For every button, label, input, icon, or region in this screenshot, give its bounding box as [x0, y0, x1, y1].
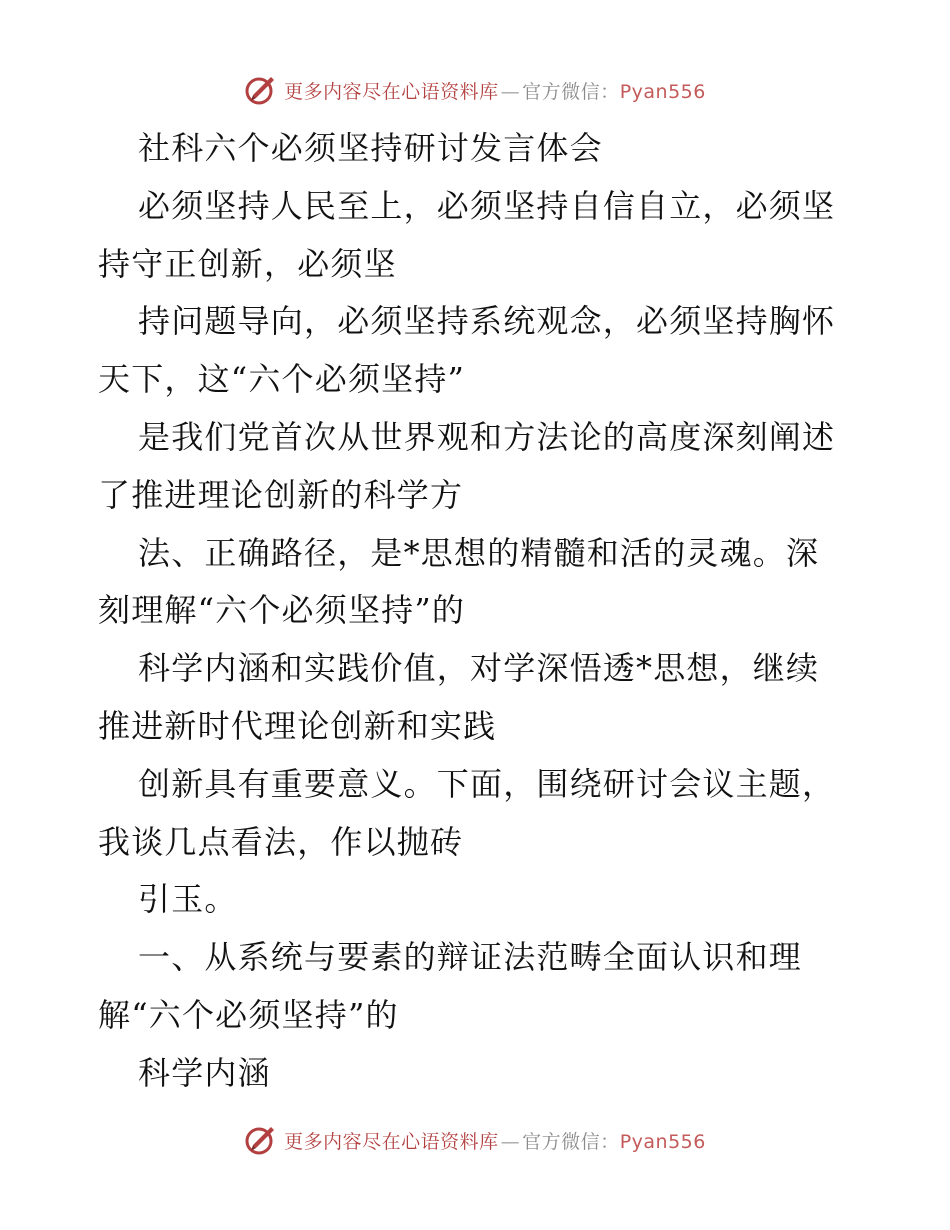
- text-line: 科学内涵和实践价值，对学深悟透*思想，继续: [138, 649, 820, 688]
- quill-circle-icon: [244, 73, 278, 107]
- text-line: 持守正创新，必须坚: [98, 244, 397, 283]
- watermark-official: 官方微信：: [522, 80, 620, 103]
- text-line: 天下，这“六个必须坚持”: [98, 360, 466, 399]
- text-line: 引玉。: [138, 880, 238, 919]
- watermark-handle: Pyan556: [619, 1130, 706, 1153]
- document-title: 社科六个必须坚持研讨发言体会: [138, 129, 603, 167]
- text-line: 了推进理论创新的科学方: [98, 475, 464, 514]
- watermark-text: [284, 77, 706, 104]
- watermark-dash: —: [500, 1130, 521, 1153]
- document-body: [98, 120, 858, 1103]
- text-line: 创新具有重要意义。下面，围绕研讨会议主题，: [138, 764, 836, 803]
- watermark-banner-bottom: [0, 1120, 950, 1160]
- text-line: 持问题导向，必须坚持系统观念，必须坚持胸怀: [138, 302, 836, 341]
- text-line: 法、正确路径，是*思想的精髓和活的灵魂。深: [138, 533, 820, 572]
- text-line: 推进新时代理论创新和实践: [98, 706, 497, 745]
- text-line: 是我们党首次从世界观和方法论的高度深刻阐述: [138, 417, 836, 456]
- text-line: 必须坚持人民至上，必须坚持自信自立，必须坚: [138, 186, 836, 225]
- watermark-official: 官方微信：: [522, 1130, 620, 1153]
- text-line: 刻理解“六个必须坚持”的: [98, 591, 466, 630]
- watermark-text: [284, 1127, 706, 1154]
- watermark-brand: 更多内容尽在心语资料库: [284, 1130, 499, 1153]
- watermark-brand: 更多内容尽在心语资料库: [284, 80, 499, 103]
- quill-circle-icon: [244, 1123, 278, 1157]
- text-line: 我谈几点看法，作以抛砖: [98, 822, 464, 861]
- section-heading-cont: 解“六个必须坚持”的: [98, 995, 399, 1034]
- watermark-handle: Pyan556: [619, 80, 706, 103]
- section-heading-cont: 科学内涵: [138, 1053, 271, 1092]
- section-heading: 一、从系统与要素的辩证法范畴全面认识和理: [138, 938, 803, 977]
- watermark-banner-top: [0, 70, 950, 110]
- watermark-dash: —: [500, 80, 521, 103]
